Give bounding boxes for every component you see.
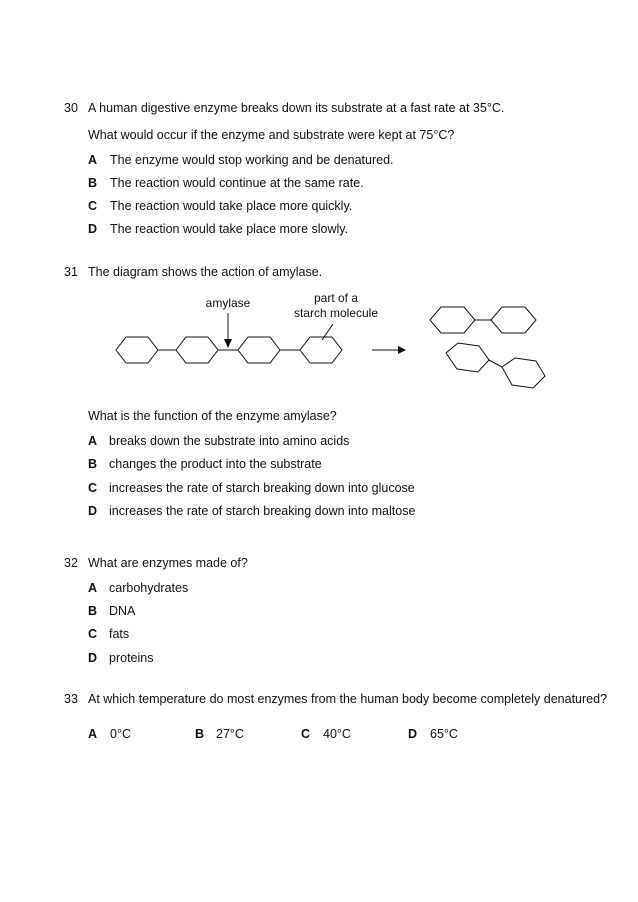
option-letter: D	[88, 651, 98, 665]
question-number: 32	[64, 556, 78, 570]
option-text: 27°C	[216, 727, 244, 741]
option-letter: B	[88, 457, 98, 471]
option-letter: A	[88, 153, 98, 167]
question-number: 31	[64, 265, 78, 279]
glucose-ring	[430, 307, 475, 333]
option-text: The reaction would continue at the same rate.	[110, 176, 364, 190]
option-text: The enzyme would stop working and be denatured.	[110, 153, 394, 167]
glucose-ring	[502, 358, 545, 388]
question-text: What would occur if the enzyme and substrate were kept at 75°C?	[88, 128, 455, 142]
option-text: fats	[109, 627, 130, 641]
option-letter: B	[88, 176, 98, 190]
option-letter: C	[88, 481, 98, 495]
reaction-arrowhead	[398, 346, 406, 354]
option-text: breaks down the substrate into amino acids	[109, 434, 350, 448]
option-text: 40°C	[323, 727, 351, 741]
option-letter: C	[301, 727, 311, 741]
option-text: increases the rate of starch breaking down into maltose	[109, 504, 416, 518]
option-text: The reaction would take place more quickly.	[110, 199, 353, 213]
option-letter: A	[88, 434, 98, 448]
option-letter: D	[408, 727, 418, 741]
option-text: changes the product into the substrate	[109, 457, 322, 471]
question-stem: At which temperature do most enzymes from the human body become completely denatured?	[88, 692, 608, 706]
option-letter: D	[88, 504, 98, 518]
option-letter: A	[88, 727, 98, 741]
option-text: DNA	[109, 604, 136, 618]
glucose-ring	[116, 337, 158, 363]
option-letter: A	[88, 581, 98, 595]
option-text: carbohydrates	[109, 581, 189, 595]
question-number: 33	[64, 692, 78, 706]
glucose-ring	[300, 337, 342, 363]
glucose-ring	[176, 337, 218, 363]
option-text: proteins	[109, 651, 154, 665]
question-text: What is the function of the enzyme amylase?	[88, 409, 337, 423]
option-letter: D	[88, 222, 98, 236]
amylase-arrowhead	[224, 339, 232, 348]
option-letter: B	[88, 604, 98, 618]
glucose-ring	[238, 337, 280, 363]
option-text: 0°C	[110, 727, 131, 741]
amylase-diagram	[0, 0, 638, 420]
label-starch-line1: part of a	[313, 291, 359, 305]
question-stem: A human digestive enzyme breaks down its substrate at a fast rate at 35°C.	[88, 101, 505, 115]
option-letter: B	[195, 727, 205, 741]
question-number: 30	[64, 101, 78, 115]
glycosidic-bond	[489, 360, 502, 367]
glucose-ring	[491, 307, 536, 333]
label-starch-line2: starch molecule	[293, 306, 379, 320]
option-letter: C	[88, 627, 98, 641]
option-text: increases the rate of starch breaking down into glucose	[109, 481, 415, 495]
option-letter: C	[88, 199, 98, 213]
glucose-ring	[446, 343, 489, 372]
question-stem: What are enzymes made of?	[88, 556, 248, 570]
starch-leader-line	[322, 324, 333, 340]
question-stem: The diagram shows the action of amylase.	[88, 265, 323, 279]
option-text: The reaction would take place more slowly.	[110, 222, 349, 236]
label-amylase: amylase	[205, 296, 251, 310]
option-text: 65°C	[430, 727, 458, 741]
